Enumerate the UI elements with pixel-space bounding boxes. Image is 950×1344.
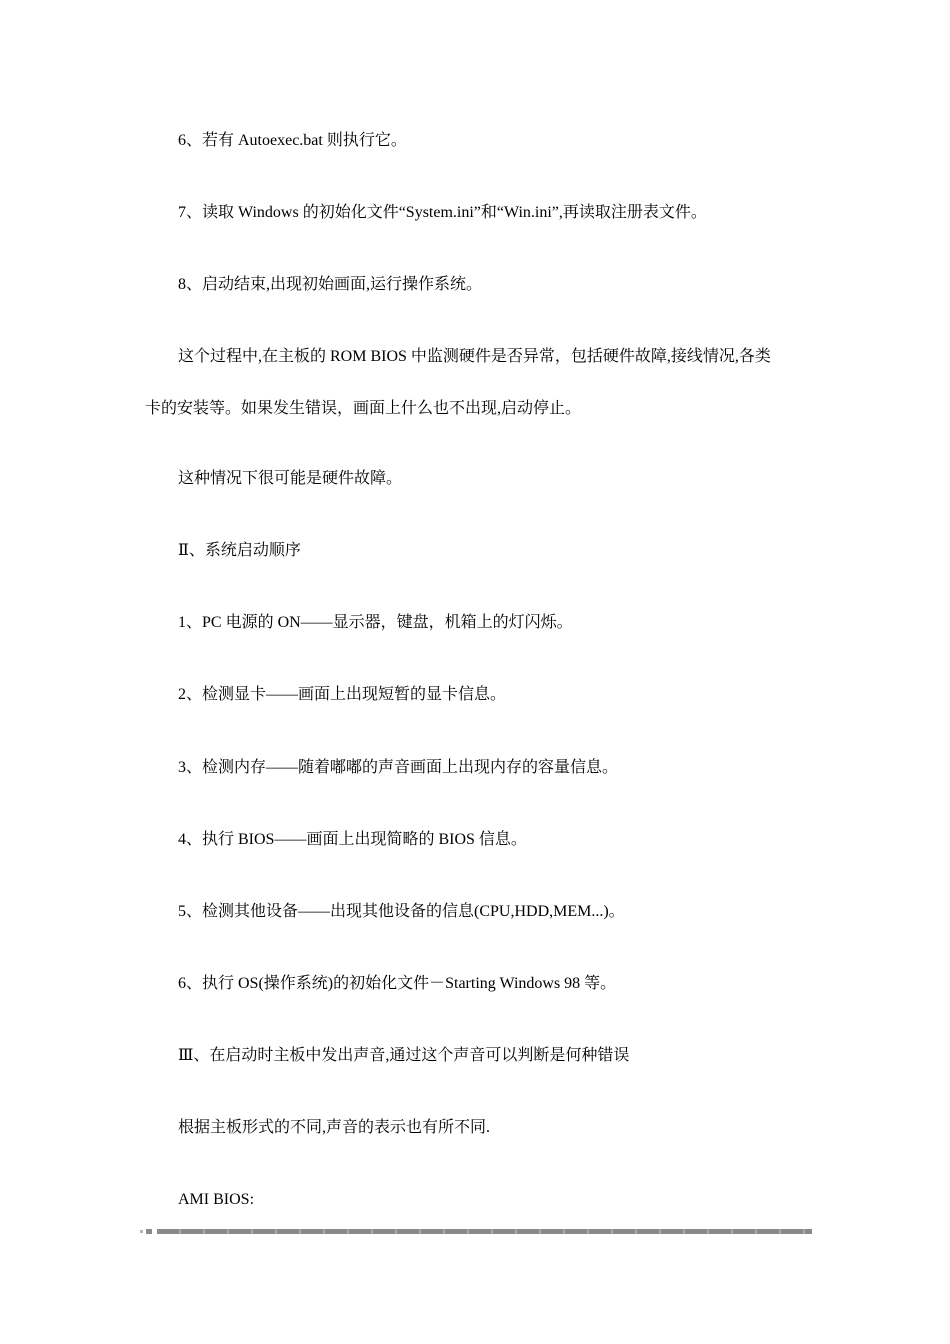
step-6-autoexec: 6、若有 Autoexec.bat 则执行它。 bbox=[178, 132, 407, 149]
boot-step-4: 4、执行 BIOS——画面上出现简略的 BIOS 信息。 bbox=[178, 831, 527, 848]
divider-bar bbox=[157, 1229, 812, 1234]
boot-step-1: 1、PC 电源的 ON——显示器，键盘，机箱上的灯闪烁。 bbox=[178, 614, 573, 631]
step-8-boot-end: 8、启动结束,出现初始画面,运行操作系统。 bbox=[178, 276, 483, 293]
boot-step-3: 3、检测内存——随着嘟嘟的声音画面上出现内存的容量信息。 bbox=[178, 759, 619, 776]
ami-bios-label: AMI BIOS: bbox=[178, 1191, 255, 1208]
hardware-fault-note: 这种情况下很可能是硬件故障。 bbox=[178, 470, 403, 487]
beep-codes-note: 根据主板形式的不同,声音的表示也有所不同. bbox=[178, 1119, 491, 1136]
boot-step-2: 2、检测显卡——画面上出现短暂的显卡信息。 bbox=[178, 686, 507, 703]
paragraph-bios-check-line-1: 这个过程中,在主板的 ROM BIOS 中监测硬件是否异常，包括硬件故障,接线情况,各类 bbox=[178, 348, 771, 365]
divider-dot bbox=[146, 1229, 152, 1234]
step-7-read-ini: 7、读取 Windows 的初始化文件“System.ini”和“Win.ini”,再读取注册表文件。 bbox=[178, 204, 707, 221]
section-heading-boot-order: Ⅱ、系统启动顺序 bbox=[178, 542, 301, 559]
divider-dot bbox=[140, 1230, 143, 1233]
section-heading-beep-codes: Ⅲ、在启动时主板中发出声音,通过这个声音可以判断是何种错误 bbox=[178, 1047, 630, 1064]
boot-step-6: 6、执行 OS(操作系统)的初始化文件－Starting Windows 98 等。 bbox=[178, 975, 617, 992]
paragraph-bios-check-line-2: 卡的安装等。如果发生错误，画面上什么也不出现,启动停止。 bbox=[145, 400, 582, 417]
footer-divider bbox=[140, 1229, 812, 1234]
boot-step-5: 5、检测其他设备——出现其他设备的信息(CPU,HDD,MEM...)。 bbox=[178, 903, 625, 920]
